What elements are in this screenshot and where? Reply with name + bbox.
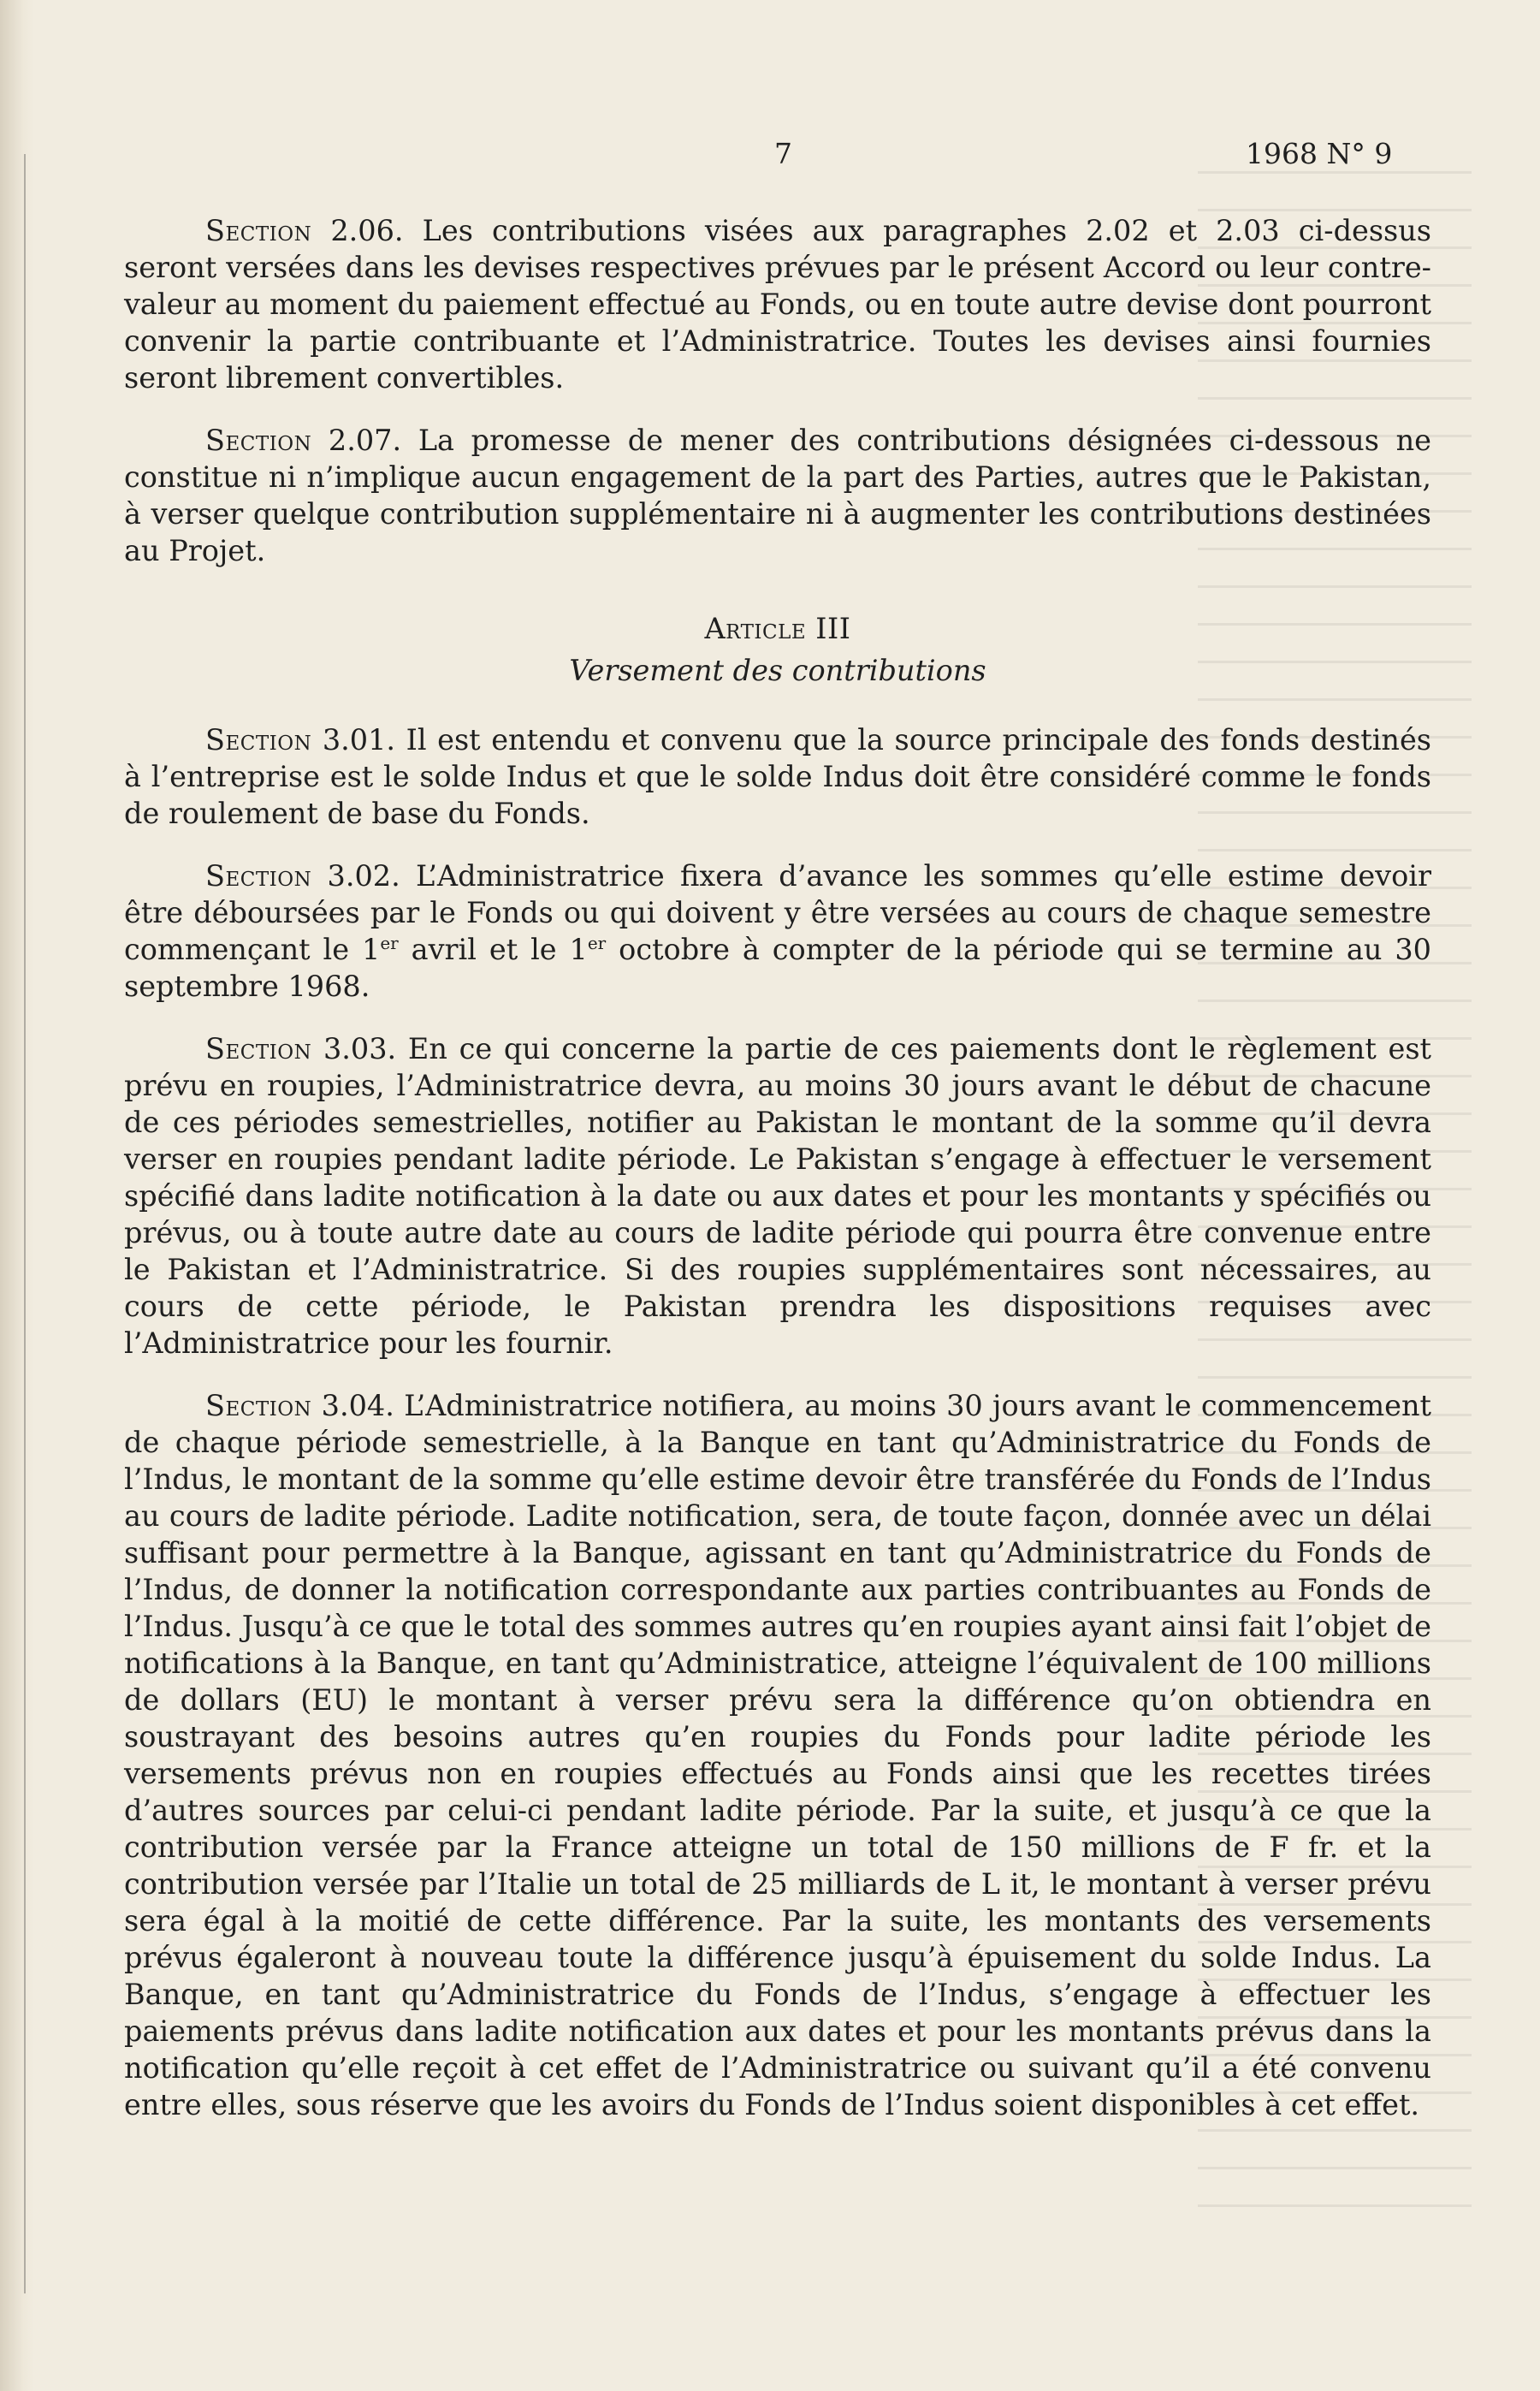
section-number: 3.01. — [322, 723, 396, 756]
document-year-number: 1968 N° 9 — [1246, 137, 1393, 170]
section-text: La promesse de mener des contributions désignées ci-dessous ne constitue ni n’implique aucun engagement de la part des Parties, autres que le Pakistan, à verser quelque contribution supplémentaire ni à augmenter les contributions destinées au Projet. — [124, 424, 1431, 567]
page-body — [124, 212, 1431, 2149]
section-label: Section — [205, 859, 312, 893]
section-3-04 — [124, 1387, 1431, 2123]
superscript: er — [587, 932, 607, 953]
section-3-02 — [124, 857, 1431, 1005]
section-text: L’Administratrice notifiera, au moins 30 jours avant le commencement de chaque période semestrielle, à la Banque en tant qu’Administratrice du Fonds de l’Indus, le montant de la somme qu’elle estime devoir être transférée du Fonds de l’Indus au cours de ladite période. Ladite notification, sera, de toute façon, donnée avec un délai suffisant pour permettre à la Banque, agissant en tant qu’Administratrice du Fonds de l’Indus, de donner la notification correspondante aux parties contribuantes au Fonds de l’Indus. Jusqu’à ce que le total des sommes autres qu’en roupies ayant ainsi fait l’objet de notifications à la Banque, en tant qu’Administratice, atteigne l’équivalent de 100 millions de dollars (EU) le montant à verser prévu sera la différence qu’on obtiendra en soustrayant des besoins autres qu’en roupies du Fonds pour ladite période les versements prévus non en roupies effectués au Fonds ainsi que les recettes tirées d’autres sources par celui-ci pendant ladite période. Par la suite, et jusqu’à ce que la contribution versée par la France atteigne un total de 150 millions de F fr. et la contribution versée par l’Italie un total de 25 milliards de L it, le montant à verser prévu sera égal à la moitié de cette différence. Par la suite, les montants des versements prévus égaleront à nouveau toute la différence jusqu’à épuisement du solde Indus. La Banque, en tant qu’Administratrice du Fonds de l’Indus, s’engage à effectuer les paiements prévus dans ladite notification aux dates et pour les montants prévus dans la notification qu’elle reçoit à cet effet de l’Administratrice ou suivant qu’il a été convenu entre elles, sous réserve que les avoirs du Fonds de l’Indus soient disponibles à cet effet. — [124, 1389, 1432, 2121]
section-2-06 — [124, 212, 1431, 396]
section-number: 3.03. — [323, 1032, 397, 1065]
section-label: Section — [205, 424, 312, 457]
article-subtitle: Versement des contributions — [569, 654, 986, 687]
superscript: er — [380, 932, 399, 953]
section-label: Section — [205, 1032, 312, 1065]
section-text: Les contributions visées aux paragraphes 2.02 et 2.03 ci-dessus seront versées dans les devises respectives prévues par le présent Accord ou leur contre-valeur au moment du paiement effectué au Fonds, ou en toute autre devise dont pourront convenir la partie contribuante et l’Administratrice. Toutes les devises ainsi fournies seront librement convertibles. — [124, 214, 1431, 395]
article-title: Article III — [704, 612, 851, 645]
section-text-part: avril et le 1 — [398, 933, 588, 966]
section-number: 2.07. — [328, 424, 402, 457]
margin-marks — [24, 154, 31, 2293]
section-label: Section — [205, 1389, 312, 1422]
section-text-part: L’Administratrice fixera d’avance les sommes qu’elle estime devoir être déboursées par le Fonds ou qui doivent y être versées au cours de chaque semestre commençant le 1 — [124, 859, 1431, 966]
page-number: 7 — [774, 137, 792, 170]
section-label: Section — [205, 214, 312, 247]
section-3-03 — [124, 1030, 1431, 1362]
section-3-01 — [124, 721, 1431, 832]
page-header — [0, 137, 1540, 188]
section-number: 3.04. — [321, 1389, 394, 1422]
section-label: Section — [205, 723, 312, 756]
section-text: Il est entendu et convenu que la source principale des fonds destinés à l’entreprise est le solde Indus et que le solde Indus doit être considéré comme le fonds de roulement de base du Fonds. — [124, 723, 1432, 830]
section-number: 3.02. — [327, 859, 400, 893]
section-number: 2.06. — [330, 214, 404, 247]
section-text-part: octobre à compter de la période qui se termine au 30 septembre 1968. — [124, 933, 1431, 1003]
section-2-07 — [124, 422, 1431, 569]
section-text: En ce qui concerne la partie de ces paiements dont le règlement est prévu en roupies, l’Administratrice devra, au moins 30 jours avant le début de chacune de ces périodes semestrielles, notifier au Pakistan le montant de la somme qu’il devra verser en roupies pendant ladite période. Le Pakistan s’engage à effectuer le versement spécifié dans ladite notification à la date ou aux dates et pour les montants y spécifiés ou prévus, ou à toute autre date au cours de ladite période qui pourra être convenue entre le Pakistan et l’Administratrice. Si des roupies supplémentaires sont nécessaires, au cours de cette période, le Pakistan prendra les dispositions requises avec l’Administratrice pour les fournir. — [124, 1032, 1431, 1360]
